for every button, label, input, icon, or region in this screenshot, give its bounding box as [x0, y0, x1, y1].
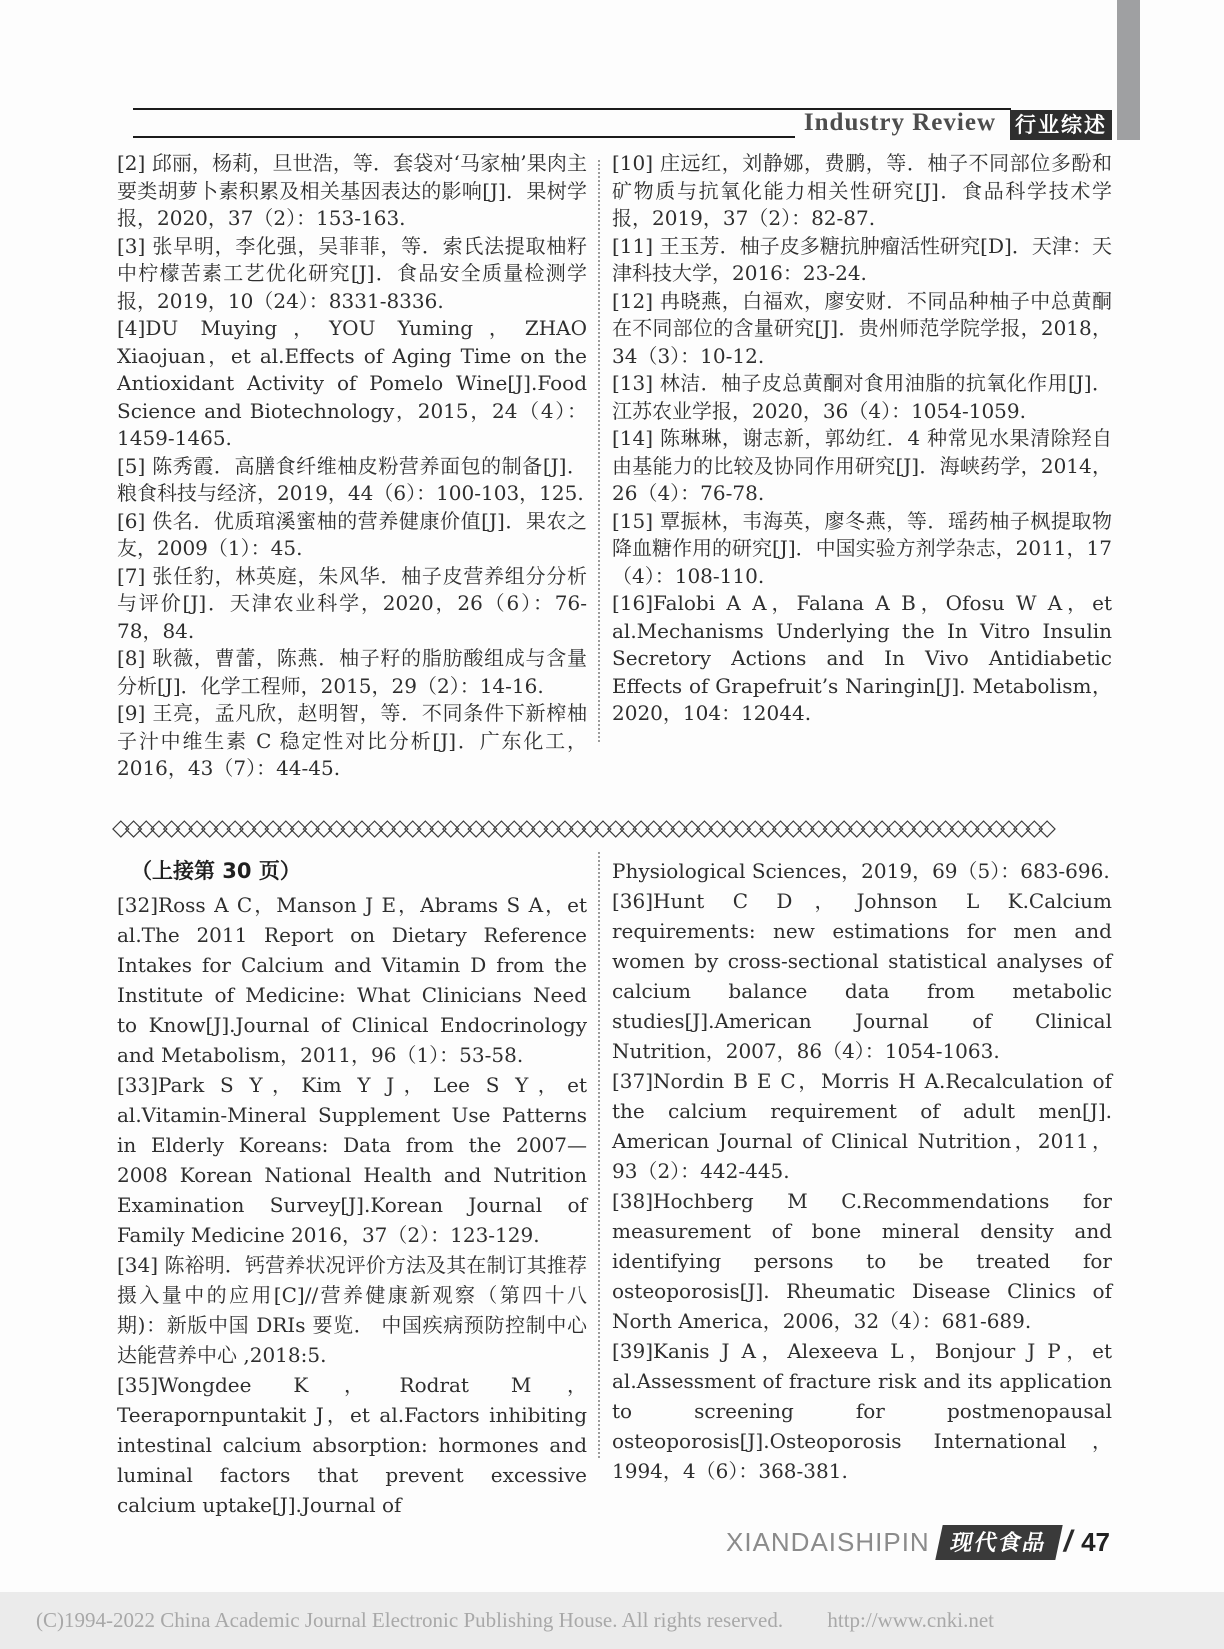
section-title-english: Industry Review [803, 109, 996, 136]
references-bottom-left-column [117, 856, 587, 1520]
diamond-divider: ◇◇◇◇◇◇◇◇◇◇◇◇◇◇◇◇◇◇◇◇◇◇◇◇◇◇◇◇◇◇◇◇◇◇◇◇◇◇◇◇◇◇◇◇◇◇◇◇◇◇◇◇◇◇◇◇◇◇◇◇◇◇◇◇◇◇◇◇◇◇◇◇◇◇ [112, 815, 1051, 841]
reference-item: [11] 王玉芳．柚子皮多糖抗肿瘤活性研究[D]．天津：天津科技大学，2016：23-24. [612, 233, 1112, 285]
journal-name-pinyin: XIANDAISHIPIN [726, 1526, 930, 1557]
reference-item: [5] 陈秀霞．高膳食纤维柚皮粉营养面包的制备[J]．粮食科技与经济，2019，44（6）：100-103，125. [117, 453, 587, 505]
reference-item: [12] 冉晓燕，白福欢，廖安财．不同品种柚子中总黄酮在不同部位的含量研究[J]．贵州师范学院学报，2018，34（3）：10-12. [612, 288, 1112, 368]
reference-item: [34] 陈裕明．钙营养状况评价方法及其在制订其推荐摄入量中的应用[C]//营养健康新观察（第四十八期)：新版中国 DRIs 要览． 中国疾病预防控制中心达能营养中心 ,2018:5. [117, 1253, 587, 1367]
reference-item: [13] 林洁．柚子皮总黄酮对食用油脂的抗氧化作用[J]．江苏农业学报，2020，36（4）：1054-1059. [612, 371, 1112, 423]
reference-item: [35]Wongdee K，Rodrat M，Teerapornpuntakit J，et al.Factors inhibiting intestinal calcium absorption: hormones and luminal factors that prevent excessive calcium uptake[J].Journal of [117, 1373, 587, 1517]
copyright-url: http://www.cnki.net [827, 1608, 994, 1632]
reference-item: [9] 王亮，孟凡欣，赵明智，等．不同条件下新榨柚子汁中维生素 C 稳定性对比分析[J]．广东化工，2016，43（7）：44-45. [117, 701, 587, 780]
copyright-text: (C)1994-2022 China Academic Journal Electronic Publishing House. All rights reserved. [36, 1608, 784, 1632]
reference-item: [39]Kanis J A，Alexeeva L，Bonjour J P，et al.Assessment of fracture risk and its application to screening for postmenopausal osteoporosis[J].Osteoporosis International，1994，4（6）：368-381. [612, 1339, 1112, 1483]
corner-accent-bar [1117, 0, 1140, 140]
references-top-right-column [612, 150, 1112, 728]
header-rule-bottom [133, 136, 795, 138]
reference-item: [37]Nordin B E C，Morris H A.Recalculation of the calcium requirement of adult men[J]. American Journal of Clinical Nutrition，2011，93（2）：442-445. [612, 1069, 1112, 1183]
reference-item: [8] 耿薇，曹蕾，陈燕．柚子籽的脂肪酸组成与含量分析[J]．化学工程师，2015，29（2）：14-16. [117, 646, 587, 698]
continuation-note: （上接第 30 页） [131, 859, 301, 883]
column-divider-bottom [598, 852, 600, 1458]
reference-item: [15] 覃振林，韦海英，廖冬燕，等．瑶药柚子枫提取物降血糖作用的研究[J]．中国实验方剂学杂志，2011，17（4）：108-110. [612, 508, 1112, 588]
section-title-badge: 行业综述 [1010, 110, 1112, 140]
reference-item: [14] 陈琳琳，谢志新，郭幼红．4 种常见水果清除羟自由基能力的比较及协同作用研究[J]．海峡药学，2014，26（4）：76-78. [612, 426, 1112, 505]
references-bottom-right-column [612, 856, 1112, 1486]
footer-slash: / [1063, 1525, 1073, 1558]
reference-item: [6] 佚名．优质琯溪蜜柚的营养健康价值[J]．果农之友，2009（1）：45. [117, 508, 587, 560]
page-number: 47 [1081, 1526, 1110, 1557]
reference-item: [16]Falobi A A，Falana A B，Ofosu W A，et al.Mechanisms Underlying the In Vitro Insulin Secretory Actions and In Vivo Antidiabetic Effects of Grapefruit’s Naringin[J]. Metabolism，2020，104：12044. [612, 591, 1112, 725]
reference-item: [33]Park S Y，Kim Y J，Lee S Y，et al.Vitamin-Mineral Supplement Use Patterns in Elderly Koreans: Data from the 2007—2008 Korean National Health and Nutrition Examination Survey[J].Korean Journal of Family Medicine 2016，37（2）：123-129. [117, 1073, 587, 1247]
reference-item: [38]Hochberg M C.Recommendations for measurement of bone mineral density and identifying persons to be treated for osteoporosis[J]. Rheumatic Disease Clinics of North America，2006，32（4）：681-689. [612, 1189, 1112, 1333]
reference-item: Physiological Sciences，2019，69（5）：683-696. [612, 859, 1110, 883]
reference-item: [4]DU Muying，YOU Yuming，ZHAO Xiaojuan，et al.Effects of Aging Time on the Antioxidant Activity of Pomelo Wine[J].Food Science and Biotechnology，2015，24（4）：1459-1465. [117, 316, 587, 450]
reference-item: [32]Ross A C，Manson J E，Abrams S A，et al.The 2011 Report on Dietary Reference Intakes for Calcium and Vitamin D from the Institute of Medicine: What Clinicians Need to Know[J].Journal of Clinical Endocrinology and Metabolism，2011，96（1）：53-58. [117, 893, 587, 1067]
reference-item: [3] 张早明，李化强，吴菲菲，等．索氏法提取柚籽中柠檬苦素工艺优化研究[J]．食品安全质量检测学报，2019，10（24）：8331-8336. [117, 233, 587, 313]
copyright-bar [0, 1592, 1224, 1649]
page-footer [726, 1524, 1110, 1560]
references-top-left-column [117, 150, 587, 783]
reference-item: [10] 庄远红，刘静娜，费鹏，等．柚子不同部位多酚和矿物质与抗氧化能力相关性研究[J]．食品科学技术学报，2019，37（2）：82-87. [612, 151, 1112, 230]
reference-item: [36]Hunt C D，Johnson L K.Calcium requirements: new estimations for men and women by cross-sectional statistical analyses of calcium balance data from metabolic studies[J].American Journal of Clinical Nutrition，2007，86（4）：1054-1063. [612, 889, 1112, 1063]
reference-item: [7] 张任豹，林英庭，朱风华．柚子皮营养组分分析与评价[J]．天津农业科学，2020，26（6）：76-78，84. [117, 563, 587, 643]
journal-name-badge: 现代食品 [935, 1525, 1062, 1560]
column-divider-top [598, 160, 600, 742]
reference-item: [2] 邱丽，杨莉，旦世浩，等．套袋对‘马家柚’果肉主要类胡萝卜素积累及相关基因表达的影响[J]．果树学报，2020，37（2）：153-163. [117, 151, 587, 230]
